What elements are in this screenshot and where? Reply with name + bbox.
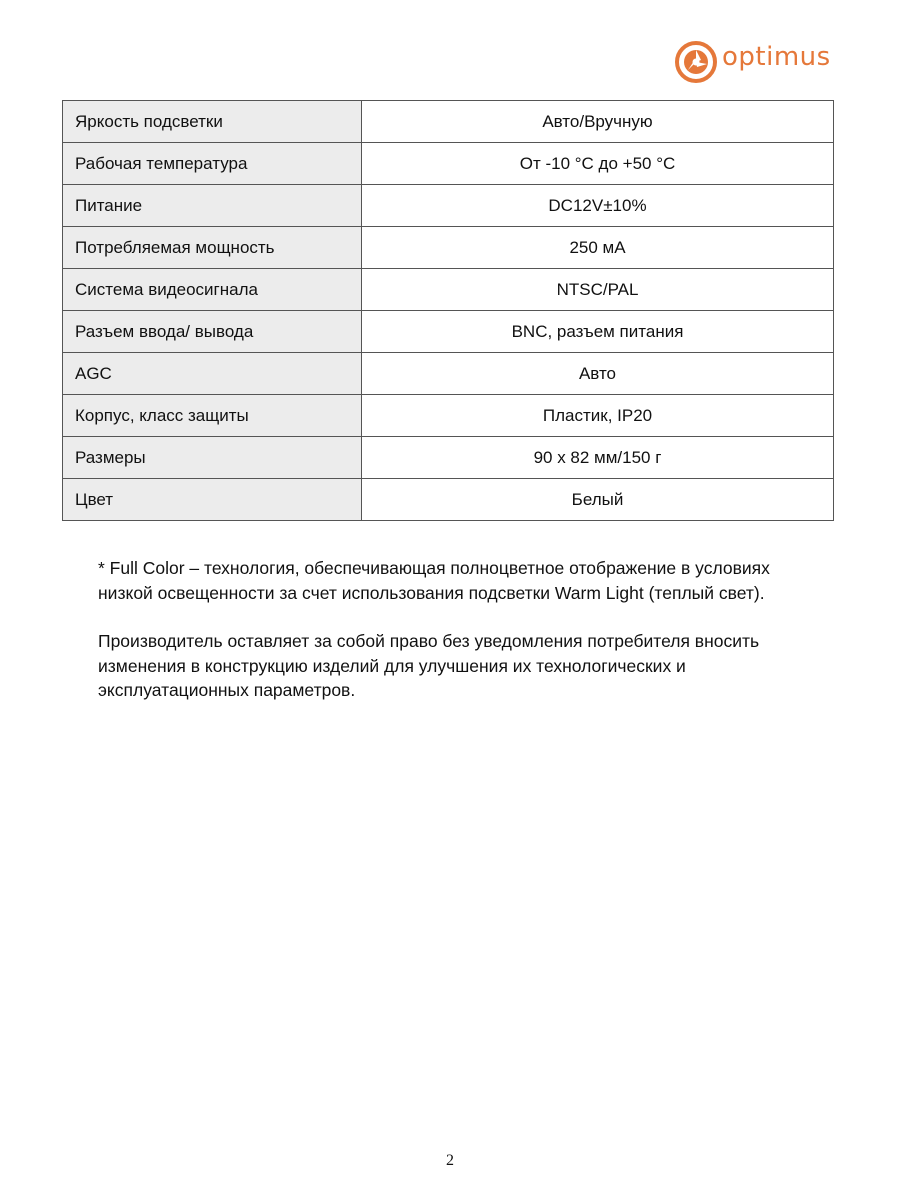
brand-logo xyxy=(674,40,844,84)
spec-label: Корпус, класс защиты xyxy=(63,395,362,437)
spec-label: Яркость подсветки xyxy=(63,101,362,143)
table-row xyxy=(63,395,834,437)
spec-value: Авто xyxy=(362,353,834,395)
spec-value: Авто/Вручную xyxy=(362,101,834,143)
spec-label: Размеры xyxy=(63,437,362,479)
table-row xyxy=(63,437,834,479)
spec-label: Рабочая температура xyxy=(63,143,362,185)
page-number: 2 xyxy=(446,1152,454,1169)
table-row xyxy=(63,143,834,185)
spec-value: Пластик, IP20 xyxy=(362,395,834,437)
spec-value: BNC, разъем питания xyxy=(362,311,834,353)
spec-label: Система видеосигнала xyxy=(63,269,362,311)
optimus-aperture-logo-icon xyxy=(674,40,718,84)
spec-label: Питание xyxy=(63,185,362,227)
table-row xyxy=(63,311,834,353)
table-row xyxy=(63,185,834,227)
spec-value: 250 мА xyxy=(362,227,834,269)
full-color-footnote: * Full Color – технология, обеспечивающая полноцветное отображение в условиях низкой освещенности за счет использования подсветки Warm Light (теплый свет). xyxy=(98,558,770,603)
spec-value: 90 х 82 мм/150 г xyxy=(362,437,834,479)
spec-value: От -10 °С до +50 °С xyxy=(362,143,834,185)
brand-name: optimus xyxy=(722,42,831,72)
table-row xyxy=(63,479,834,521)
spec-value: NTSC/PAL xyxy=(362,269,834,311)
spec-value: Белый xyxy=(362,479,834,521)
manufacturer-disclaimer: Производитель оставляет за собой право без уведомления потребителя вносить изменения в конструкцию изделий для улучшения их технологических и эксплуатационных параметров. xyxy=(98,631,760,700)
spec-label: AGC xyxy=(63,353,362,395)
spec-label: Разъем ввода/ вывода xyxy=(63,311,362,353)
table-row xyxy=(63,227,834,269)
spec-value: DC12V±10% xyxy=(362,185,834,227)
table-row xyxy=(63,269,834,311)
specs-table xyxy=(62,100,834,521)
table-row xyxy=(63,101,834,143)
spec-label: Потребляемая мощность xyxy=(63,227,362,269)
spec-label: Цвет xyxy=(63,479,362,521)
notes-section xyxy=(98,556,798,727)
table-row xyxy=(63,353,834,395)
